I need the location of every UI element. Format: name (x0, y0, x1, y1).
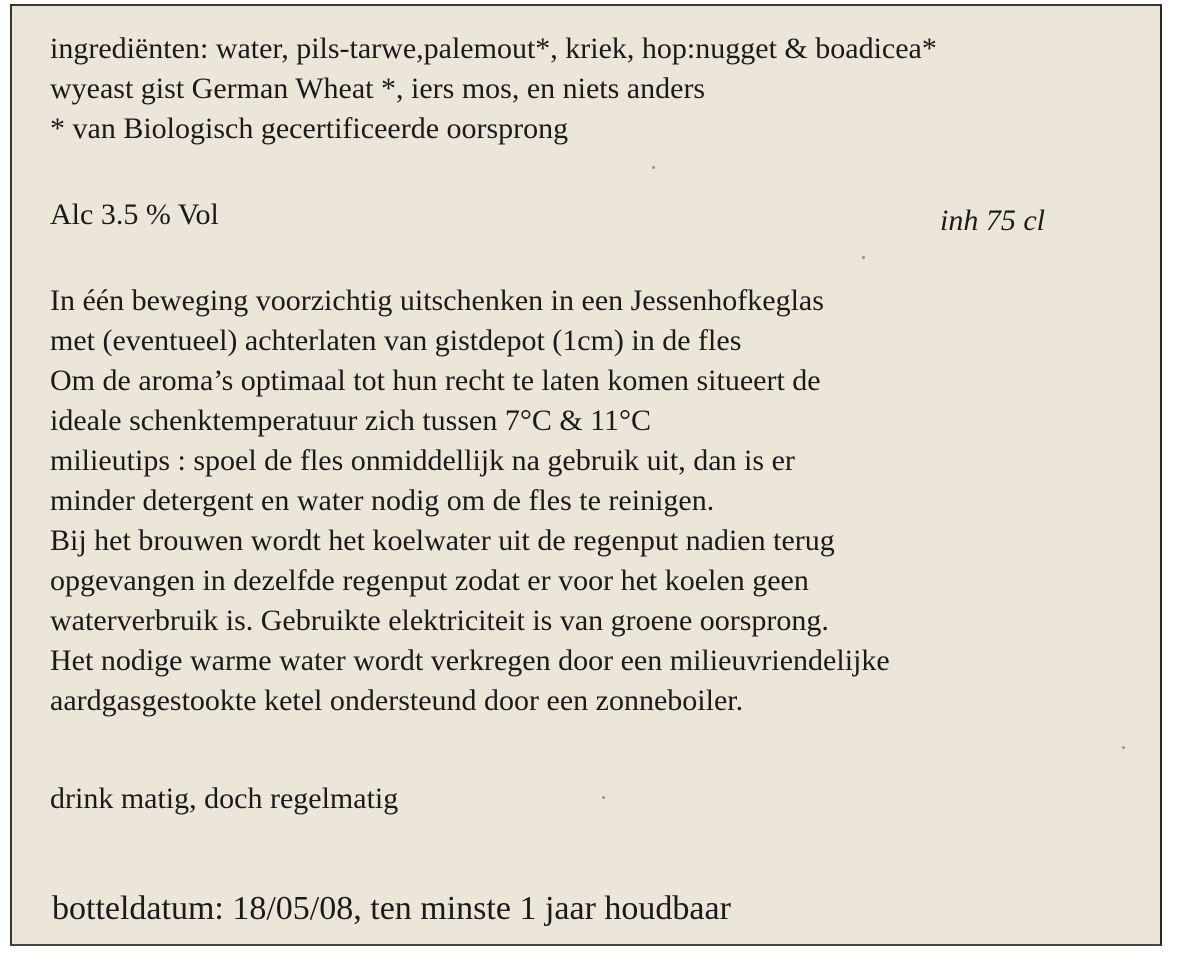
instruction-line-4: ideale schenktemperatuur zich tussen 7°C & 11°C (50, 404, 652, 437)
ingredients-line-1: ingrediënten: water, pils-tarwe,palemout*, kriek, hop:nugget & boadicea* (50, 32, 937, 65)
beer-label (10, 4, 1162, 946)
instruction-line-8: opgevangen in dezelfde regenput zodat er voor het koelen geen (50, 564, 809, 597)
ingredients-line-2: wyeast gist German Wheat *, iers mos, en niets anders (50, 72, 706, 105)
bottling-date: botteldatum: 18/05/08, ten minste 1 jaar houdbaar (52, 890, 731, 927)
ingredients-footnote: * van Biologisch gecertificeerde oorsprong (50, 112, 569, 145)
instruction-line-1: In één beweging voorzichtig uitschenken in een Jessenhofkeglas (50, 284, 824, 317)
instruction-line-9: waterverbruik is. Gebruikte elektriciteit is van groene oorsprong. (50, 604, 829, 637)
paper-speck (652, 166, 655, 169)
instruction-line-7: Bij het brouwen wordt het koelwater uit de regenput nadien terug (50, 524, 835, 557)
instruction-line-6: minder detergent en water nodig om de fles te reinigen. (50, 484, 715, 517)
instruction-line-10: Het nodige warme water wordt verkregen door een milieuvriendelijke (50, 644, 890, 677)
instruction-line-5: milieutips : spoel de fles onmiddellijk na gebruik uit, dan is er (50, 444, 795, 477)
paper-speck (602, 796, 605, 799)
instruction-line-2: met (eventueel) achterlaten van gistdepot (1cm) in de fles (50, 324, 742, 357)
drinking-motto: drink matig, doch regelmatig (50, 782, 399, 815)
alcohol-content: Alc 3.5 % Vol (50, 198, 219, 231)
instruction-line-11: aardgasgestookte ketel ondersteund door een zonneboiler. (50, 684, 744, 717)
instruction-line-3: Om de aroma’s optimaal tot hun recht te laten komen situeert de (50, 364, 821, 397)
bottle-volume: inh 75 cl (940, 204, 1045, 237)
paper-speck (862, 256, 865, 259)
paper-speck (1122, 746, 1125, 749)
